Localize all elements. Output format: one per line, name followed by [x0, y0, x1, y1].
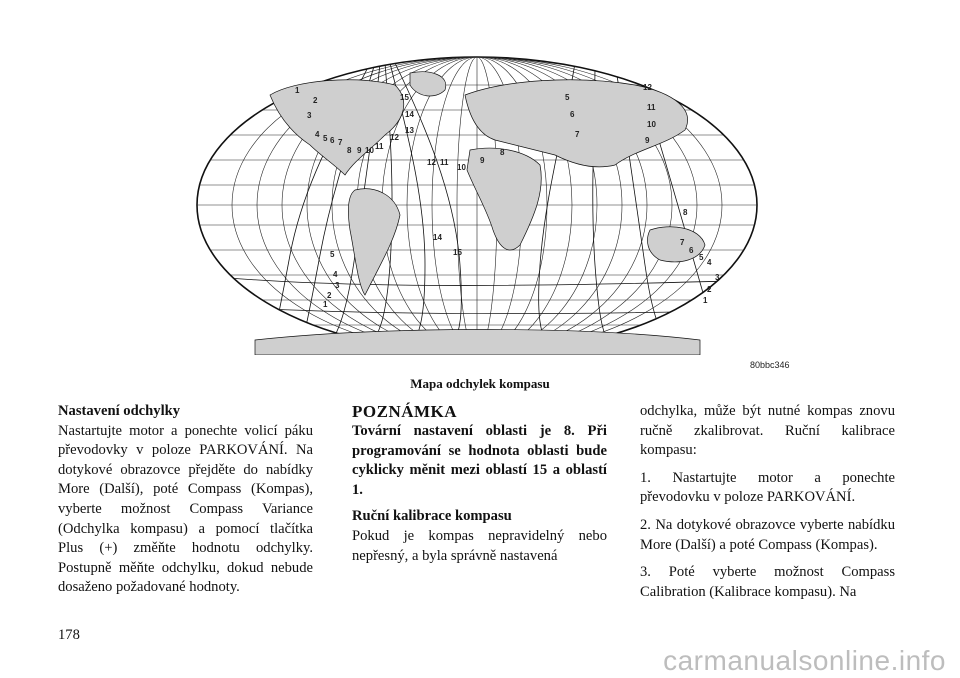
svg-text:1: 1 — [703, 296, 708, 305]
svg-text:14: 14 — [433, 233, 442, 242]
svg-text:10: 10 — [365, 146, 374, 155]
svg-text:2: 2 — [313, 96, 318, 105]
svg-text:4: 4 — [333, 270, 338, 279]
column-variance — [58, 402, 313, 598]
svg-text:6: 6 — [570, 110, 575, 119]
svg-text:8: 8 — [347, 146, 352, 155]
paragraph: odchylka, může být nutné kompas znovu ručně zkalibrovat. Ruční kalibrace kompasu: — [640, 403, 895, 459]
section-heading: Nastavení odchylky — [58, 403, 181, 419]
section-heading: Ruční kalibrace kompasu — [352, 508, 512, 525]
svg-text:11: 11 — [647, 103, 656, 112]
svg-text:9: 9 — [480, 156, 485, 165]
svg-text:5: 5 — [323, 134, 328, 143]
svg-text:8: 8 — [683, 208, 688, 217]
step-1: 1. Nastartujte motor a ponechte převodovku v poloze PARKOVÁNÍ. — [640, 469, 895, 506]
svg-text:10: 10 — [647, 120, 656, 129]
svg-text:3: 3 — [307, 111, 312, 120]
svg-text:4: 4 — [707, 258, 712, 267]
svg-text:6: 6 — [330, 136, 335, 145]
svg-text:15: 15 — [453, 248, 462, 257]
svg-text:2: 2 — [707, 285, 712, 294]
paragraph: Nastartujte motor a ponechte volicí páku převodovky v poloze PARKOVÁNÍ. Na dotykové obrazovce přejděte do nabídky More (Další), poté Compass (Kompas), vyberte možnost Compass Variance (Odchylka kompasu) a pomocí tlačítka Plus (+) změňte hodnotu odchylky. Postupně měňte odchylku, dokud nebude dosaženo požadované hodnoty. — [58, 422, 313, 596]
svg-text:6: 6 — [689, 246, 694, 255]
svg-text:10: 10 — [457, 163, 466, 172]
svg-text:3: 3 — [335, 281, 340, 290]
svg-text:8: 8 — [500, 148, 505, 157]
svg-text:7: 7 — [575, 130, 580, 139]
svg-text:3: 3 — [715, 273, 720, 282]
step-2: 2. Na dotykové obrazovce vyberte nabídku More (Další) a poté Compass (Kompas). — [640, 516, 895, 553]
svg-text:9: 9 — [645, 136, 650, 145]
svg-text:5: 5 — [699, 253, 704, 262]
svg-text:15: 15 — [400, 93, 409, 102]
map-caption: Mapa odchylek kompasu — [410, 376, 550, 391]
svg-text:12: 12 — [643, 83, 652, 92]
svg-text:7: 7 — [680, 238, 685, 247]
svg-text:7: 7 — [338, 138, 343, 147]
svg-text:1: 1 — [295, 86, 300, 95]
svg-text:5: 5 — [565, 93, 570, 102]
map-code: 80bbc346 — [750, 360, 790, 370]
svg-text:5: 5 — [330, 250, 335, 259]
svg-text:12: 12 — [390, 133, 399, 142]
svg-text:14: 14 — [405, 110, 414, 119]
svg-text:1: 1 — [323, 300, 328, 309]
compass-variance-map — [195, 55, 760, 355]
column-note — [352, 402, 607, 566]
svg-text:11: 11 — [440, 158, 449, 167]
watermark-link[interactable]: carmanualsonline.info — [663, 645, 946, 676]
svg-text:11: 11 — [375, 142, 384, 151]
note-text: Tovární nastavení oblasti je 8. Při programování se hodnota oblasti bude cyklicky měnit mezi oblastí 15 a oblastí 1. — [352, 423, 607, 498]
svg-text:12: 12 — [427, 158, 436, 167]
svg-text:2: 2 — [327, 291, 332, 300]
svg-text:13: 13 — [405, 126, 414, 135]
paragraph: Pokud je kompas nepravidelný nebo nepřesný, a byla správně nastavená — [352, 527, 607, 564]
column-calibration — [640, 402, 895, 610]
svg-text:9: 9 — [357, 146, 362, 155]
svg-text:4: 4 — [315, 130, 320, 139]
page-number: 178 — [58, 627, 80, 643]
step-3: 3. Poté vyberte možnost Compass Calibration (Kalibrace kompasu). Na — [640, 564, 895, 600]
note-title: POZNÁMKA — [352, 402, 458, 421]
